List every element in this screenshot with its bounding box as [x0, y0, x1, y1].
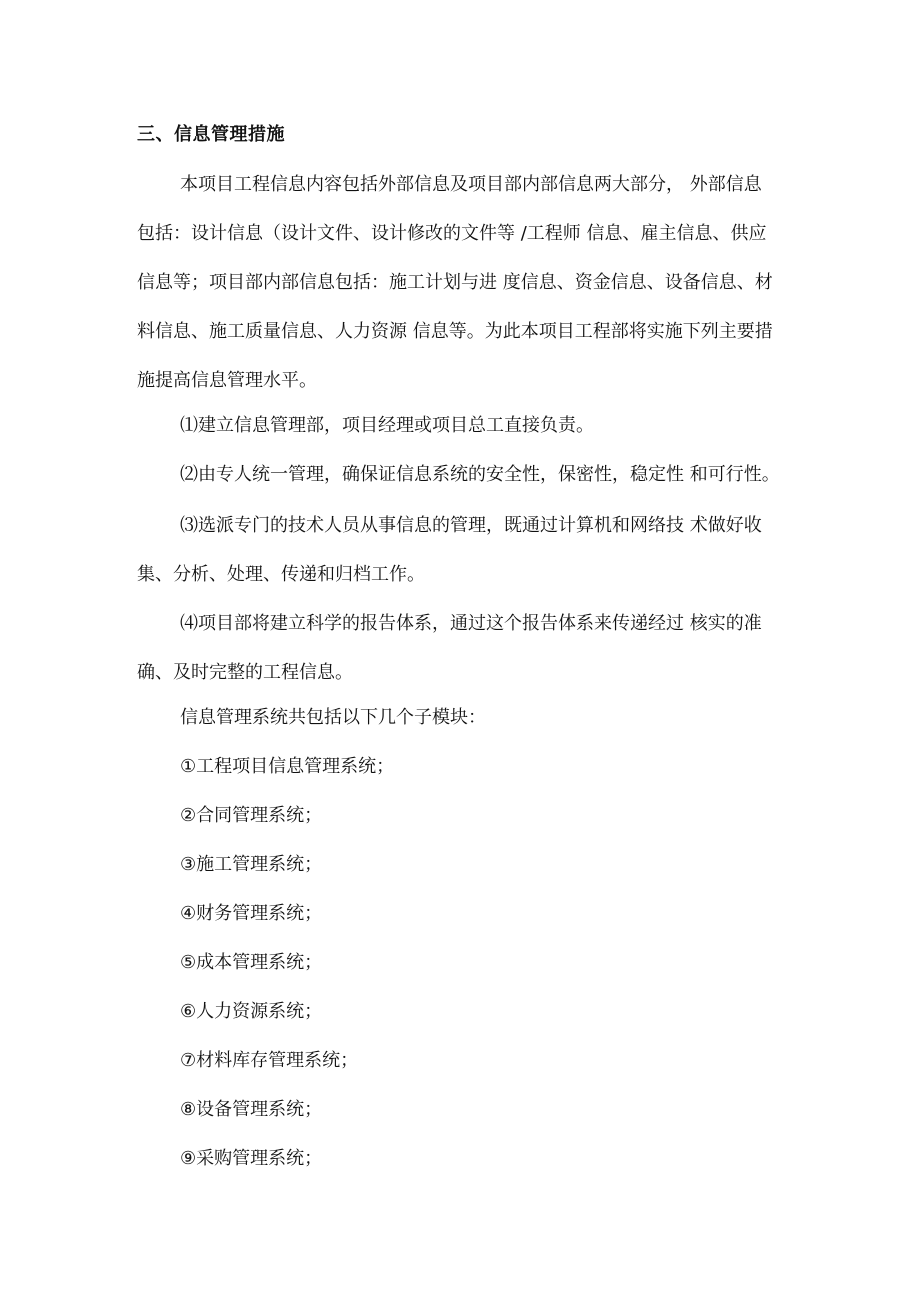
paragraph-line: ⑶选派专门的技术人员从事信息的管理，既通过计算机和网络技 术做好收: [180, 515, 762, 536]
paragraph-line: 料信息、施工质量信息、人力资源 信息等。为此本项目工程部将实施下列主要措: [137, 321, 773, 342]
paragraph-line: ⑷项目部将建立科学的报告体系，通过这个报告体系来传递经过 核实的准: [180, 613, 762, 634]
measure-item-3: [137, 501, 789, 599]
measure-item-2: ⑵由专人统一管理，确保证信息系统的安全性，保密性，稳定性 和可行性。: [180, 464, 780, 485]
modules-intro: 信息管理系统共包括以下几个子模块：: [180, 707, 486, 728]
module-list-item: ⑨采购管理系统；: [180, 1148, 323, 1169]
module-list-item: ⑥人力资源系统；: [180, 1001, 323, 1022]
paragraph-line: 确、及时完整的工程信息。: [137, 662, 353, 683]
module-list-item: ④财务管理系统；: [180, 903, 323, 924]
intro-paragraph: [137, 160, 789, 405]
paragraph-line: 本项目工程信息内容包括外部信息及项目部内部信息两大部分， 外部信息: [180, 174, 762, 195]
section-heading: 三、信息管理措施: [137, 124, 285, 145]
paragraph-line: 信息等；项目部内部信息包括：施工计划与进 度信息、资金信息、设备信息、材: [137, 272, 773, 293]
module-list-item: ⑦材料库存管理系统；: [180, 1050, 359, 1071]
paragraph-line: 集、分析、处理、传递和归档工作。: [137, 564, 425, 585]
paragraph-line: 包括：设计信息（设计文件、设计修改的文件等 /工程师 信息、雇主信息、供应: [137, 223, 767, 244]
module-list-item: ⑧设备管理系统；: [180, 1099, 323, 1120]
module-list-item: ①工程项目信息管理系统；: [180, 756, 395, 777]
module-list-item: ③施工管理系统；: [180, 854, 323, 875]
measure-item-1: ⑴建立信息管理部，项目经理或项目总工直接负责。: [180, 415, 594, 436]
module-list-item: ⑤成本管理系统；: [180, 952, 323, 973]
measure-item-4: [137, 599, 789, 697]
module-list-item: ②合同管理系统；: [180, 805, 323, 826]
paragraph-line: 施提高信息管理水平。: [137, 370, 317, 391]
